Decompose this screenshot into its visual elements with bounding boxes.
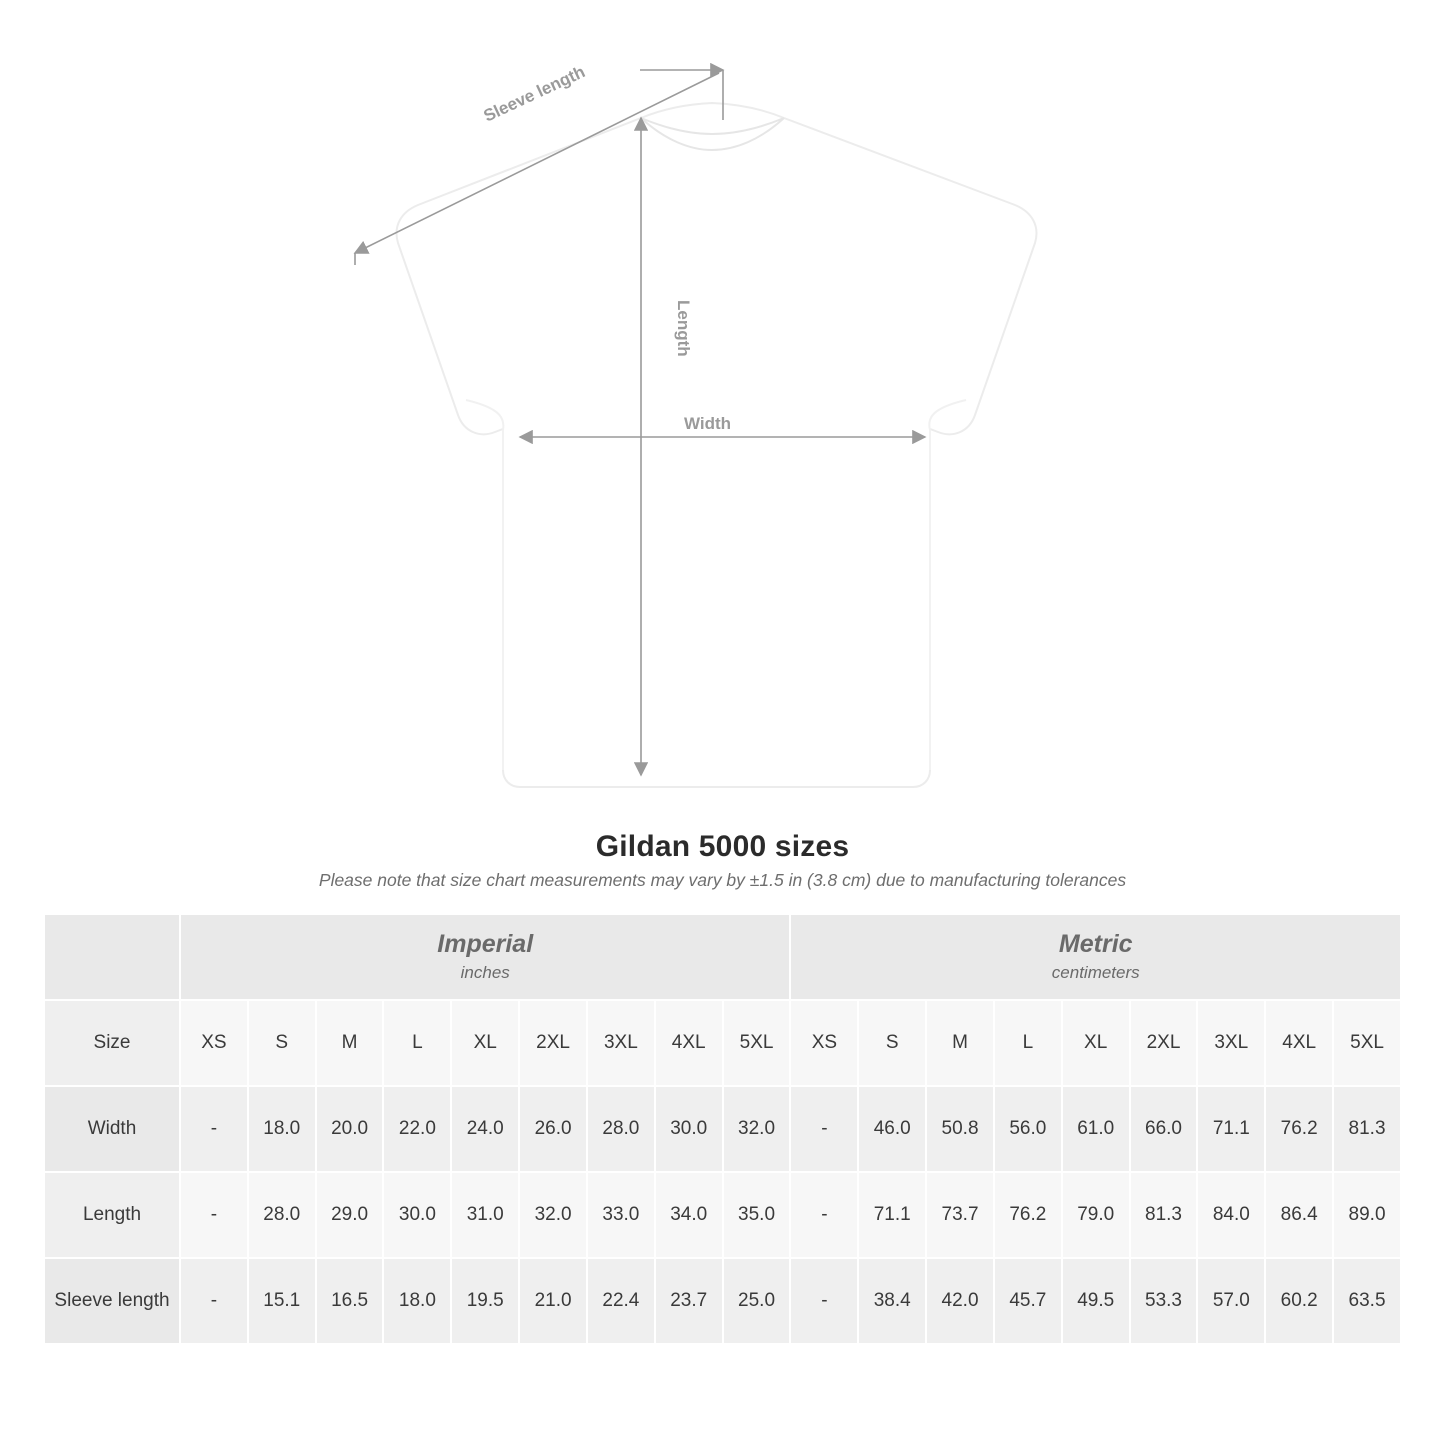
cell-width-metric-xs: - <box>790 1086 858 1172</box>
cell-length-imperial-3xl: 33.0 <box>587 1172 655 1258</box>
col-head-metric-3xl: 3XL <box>1197 1000 1265 1086</box>
table-row <box>44 1258 1401 1344</box>
col-head-imperial-4xl: 4XL <box>655 1000 723 1086</box>
cell-width-imperial-2xl: 26.0 <box>519 1086 587 1172</box>
row-label-sleeve-length: Sleeve length <box>44 1258 180 1344</box>
cell-length-imperial-m: 29.0 <box>316 1172 384 1258</box>
col-head-imperial-3xl: 3XL <box>587 1000 655 1086</box>
col-head-imperial-2xl: 2XL <box>519 1000 587 1086</box>
col-head-imperial-xl: XL <box>451 1000 519 1086</box>
cell-width-metric-3xl: 71.1 <box>1197 1086 1265 1172</box>
cell-length-metric-xs: - <box>790 1172 858 1258</box>
cell-sleeve-metric-3xl: 57.0 <box>1197 1258 1265 1344</box>
cell-sleeve-imperial-m: 16.5 <box>316 1258 384 1344</box>
cell-sleeve-imperial-l: 18.0 <box>383 1258 451 1344</box>
cell-width-metric-5xl: 81.3 <box>1333 1086 1401 1172</box>
cell-width-metric-m: 50.8 <box>926 1086 994 1172</box>
table-row <box>44 1172 1401 1258</box>
col-head-metric-xl: XL <box>1062 1000 1130 1086</box>
cell-length-metric-m: 73.7 <box>926 1172 994 1258</box>
cell-width-metric-s: 46.0 <box>858 1086 926 1172</box>
cell-sleeve-imperial-2xl: 21.0 <box>519 1258 587 1344</box>
col-head-metric-2xl: 2XL <box>1130 1000 1198 1086</box>
cell-length-imperial-s: 28.0 <box>248 1172 316 1258</box>
col-head-imperial-l: L <box>383 1000 451 1086</box>
cell-width-imperial-m: 20.0 <box>316 1086 384 1172</box>
tshirt-shape <box>397 103 1037 787</box>
cell-sleeve-imperial-xl: 19.5 <box>451 1258 519 1344</box>
cell-width-imperial-4xl: 30.0 <box>655 1086 723 1172</box>
size-header-row <box>44 1000 1401 1086</box>
row-label-length: Length <box>44 1172 180 1258</box>
unit-sub-metric: centimeters <box>1051 962 1140 982</box>
cell-width-imperial-5xl: 32.0 <box>723 1086 791 1172</box>
col-head-imperial-m: M <box>316 1000 384 1086</box>
cell-sleeve-imperial-xs: - <box>180 1258 248 1344</box>
width-label: Width <box>684 414 732 433</box>
col-head-metric-s: S <box>858 1000 926 1086</box>
cell-sleeve-metric-2xl: 53.3 <box>1130 1258 1198 1344</box>
cell-length-imperial-4xl: 34.0 <box>655 1172 723 1258</box>
cell-sleeve-metric-4xl: 60.2 <box>1265 1258 1333 1344</box>
cell-length-imperial-l: 30.0 <box>383 1172 451 1258</box>
cell-width-metric-xl: 61.0 <box>1062 1086 1130 1172</box>
cell-length-metric-3xl: 84.0 <box>1197 1172 1265 1258</box>
length-label: Length <box>674 300 693 357</box>
cell-sleeve-imperial-5xl: 25.0 <box>723 1258 791 1344</box>
size-table <box>43 913 1402 1345</box>
cell-sleeve-metric-s: 38.4 <box>858 1258 926 1344</box>
cell-length-imperial-xs: - <box>180 1172 248 1258</box>
cell-sleeve-metric-xs: - <box>790 1258 858 1344</box>
cell-sleeve-metric-l: 45.7 <box>994 1258 1062 1344</box>
size-header-cell: Size <box>44 1000 180 1086</box>
cell-width-imperial-xl: 24.0 <box>451 1086 519 1172</box>
cell-length-imperial-xl: 31.0 <box>451 1172 519 1258</box>
cell-length-metric-s: 71.1 <box>858 1172 926 1258</box>
col-head-imperial-5xl: 5XL <box>723 1000 791 1086</box>
cell-sleeve-imperial-s: 15.1 <box>248 1258 316 1344</box>
unit-name-metric: Metric <box>1058 930 1133 959</box>
cell-length-metric-xl: 79.0 <box>1062 1172 1130 1258</box>
cell-width-metric-2xl: 66.0 <box>1130 1086 1198 1172</box>
cell-width-imperial-s: 18.0 <box>248 1086 316 1172</box>
cell-width-metric-4xl: 76.2 <box>1265 1086 1333 1172</box>
col-head-imperial-xs: XS <box>180 1000 248 1086</box>
table-row <box>44 1086 1401 1172</box>
cell-length-metric-2xl: 81.3 <box>1130 1172 1198 1258</box>
cell-sleeve-metric-5xl: 63.5 <box>1333 1258 1401 1344</box>
unit-header-row <box>44 914 1401 1000</box>
unit-sub-imperial: inches <box>460 962 510 982</box>
cell-width-imperial-xs: - <box>180 1086 248 1172</box>
col-head-metric-xs: XS <box>790 1000 858 1086</box>
unit-header-blank <box>44 914 180 1000</box>
unit-header-imperial <box>180 914 790 1000</box>
chart-note: Please note that size chart measurements may vary by ±1.5 in (3.8 cm) due to manufacturing tolerances <box>318 870 1127 890</box>
cell-sleeve-metric-xl: 49.5 <box>1062 1258 1130 1344</box>
cell-width-imperial-3xl: 28.0 <box>587 1086 655 1172</box>
col-head-metric-l: L <box>994 1000 1062 1086</box>
cell-length-metric-5xl: 89.0 <box>1333 1172 1401 1258</box>
unit-header-metric <box>790 914 1401 1000</box>
col-head-metric-5xl: 5XL <box>1333 1000 1401 1086</box>
chart-title: Gildan 5000 sizes <box>595 830 850 863</box>
cell-sleeve-imperial-3xl: 22.4 <box>587 1258 655 1344</box>
row-label-width: Width <box>44 1086 180 1172</box>
cell-sleeve-imperial-4xl: 23.7 <box>655 1258 723 1344</box>
cell-width-metric-l: 56.0 <box>994 1086 1062 1172</box>
unit-name-imperial: Imperial <box>437 930 534 959</box>
cell-length-imperial-2xl: 32.0 <box>519 1172 587 1258</box>
cell-length-metric-l: 76.2 <box>994 1172 1062 1258</box>
cell-length-imperial-5xl: 35.0 <box>723 1172 791 1258</box>
cell-length-metric-4xl: 86.4 <box>1265 1172 1333 1258</box>
cell-width-imperial-l: 22.0 <box>383 1086 451 1172</box>
cell-sleeve-metric-m: 42.0 <box>926 1258 994 1344</box>
size-table-wrap <box>0 913 1445 1345</box>
col-head-metric-4xl: 4XL <box>1265 1000 1333 1086</box>
col-head-imperial-s: S <box>248 1000 316 1086</box>
sleeve-length-label: Sleeve length <box>480 62 589 126</box>
col-head-metric-m: M <box>926 1000 994 1086</box>
